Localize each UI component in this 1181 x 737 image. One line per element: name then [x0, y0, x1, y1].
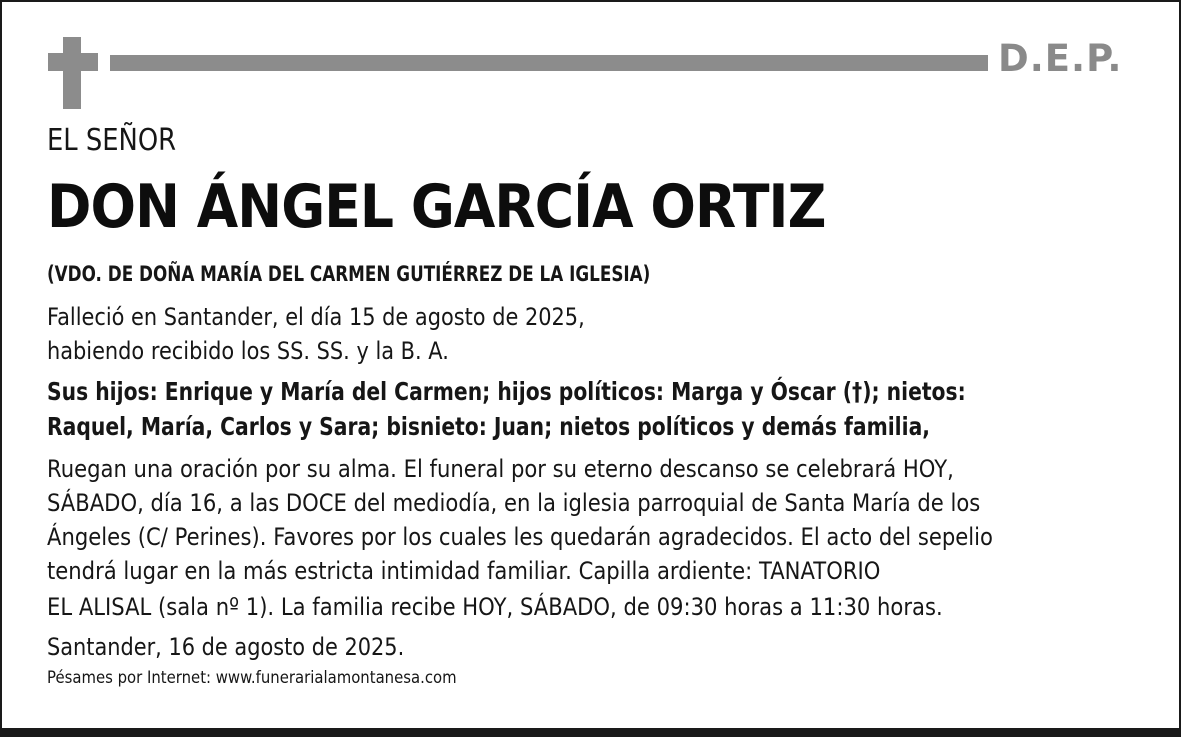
deceased-name: DON ÁNGEL GARCÍA ORTIZ [47, 172, 826, 242]
bottom-border [0, 728, 1181, 737]
cross-horizontal-bar [48, 53, 98, 71]
body-line-4: tendrá lugar en la más estricta intimidad familiar. Capilla ardiente: TANATORIO [47, 557, 881, 585]
family-line-1: Sus hijos: Enrique y María del Carmen; hijos políticos: Marga y Óscar (†); nietos: [47, 377, 966, 406]
header-rule [110, 55, 988, 71]
body-line-2: SÁBADO, día 16, a las DOCE del mediodía, en la iglesia parroquial de Santa María de los [47, 489, 981, 517]
dep-label: D.E.P. [998, 37, 1123, 80]
title-prefix: EL SEÑOR [47, 123, 177, 158]
body-line-3: Ángeles (C/ Perines). Favores por los cuales les quedarán agradecidos. El acto del sepelio [47, 523, 993, 551]
cross-vertical-bar [63, 37, 81, 109]
death-line-2: habiendo recibido los SS. SS. y la B. A. [47, 337, 449, 365]
death-line-1: Falleció en Santander, el día 15 de agosto de 2025, [47, 303, 585, 331]
condolences-line: Pésames por Internet: www.funerarialamontanesa.com [47, 668, 457, 688]
body-line-1: Ruegan una oración por su alma. El funeral por su eterno descanso se celebrará HOY, [47, 455, 954, 483]
family-line-2: Raquel, María, Carlos y Sara; bisnieto: Juan; nietos políticos y demás familia, [47, 412, 931, 441]
place-date: Santander, 16 de agosto de 2025. [47, 633, 405, 661]
widow-of-line: (VDO. DE DOÑA MARÍA DEL CARMEN GUTIÉRREZ DE LA IGLESIA) [47, 262, 651, 286]
body-line-5: EL ALISAL (sala nº 1). La familia recibe HOY, SÁBADO, de 09:30 horas a 11:30 horas. [47, 593, 943, 621]
